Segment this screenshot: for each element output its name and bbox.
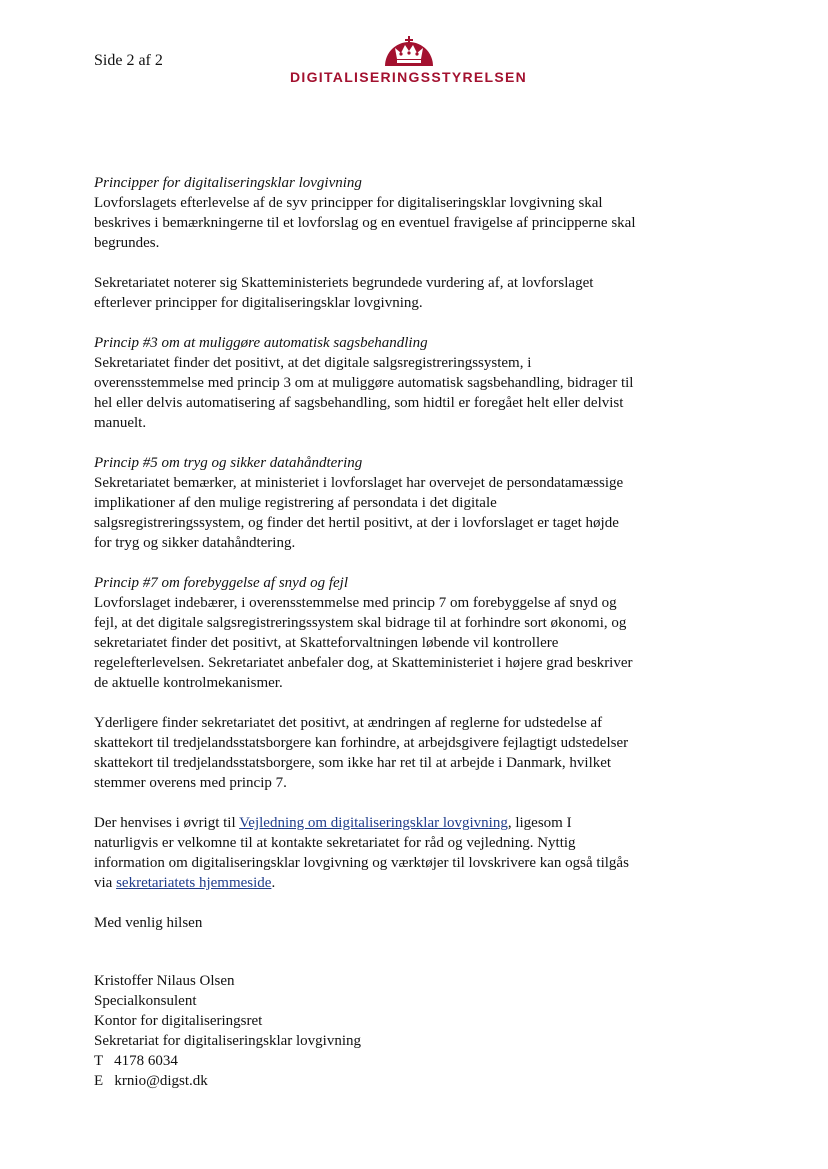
signer-title: Specialkonsulent [94,993,197,1009]
section-principle-3 [94,333,639,433]
closing-greeting: Med venlig hilsen [94,915,203,931]
section-heading: Principper for digitaliseringsklar lovgivning [94,175,362,191]
page-number: Side 2 af 2 [94,52,163,69]
section-tax-cards [94,713,639,793]
signer-phone: T 4178 6034 [94,1053,178,1069]
letter-body [94,173,639,1091]
signer-name: Kristoffer Nilaus Olsen [94,973,235,989]
section-text: Lovforslaget indebærer, i overensstemmelse med princip 7 om forebyggelse af snyd og fejl, at det digitale salgsregistreringssystem skal bidrage til at forhindre sort økonomi, og sekretariatet finder det positivt, at Skatteforvaltningen løbende vil kontrollere regelefterlevelsen. Sekretariatet anbefaler dog, at Skatteministeriet i højere grad beskriver de aktuelle kontrolmekanismer. [94,595,633,691]
section-text: Sekretariatet bemærker, at ministeriet i lovforslaget har overvejet de persondatamæssige implikationer af den mulige registrering af persondata i det digitale salgsregistreringssystem, og finder det hertil positivt, at der i lovforslaget er taget højde for tryg og sikker datahåndtering. [94,475,624,551]
agency-logo [290,32,526,92]
signer-unit: Sekretariat for digitaliseringsklar lovgivning [94,1033,362,1049]
guide-link[interactable]: Vejledning om digitaliseringsklar lovgivning [239,815,508,831]
signature-block [94,971,639,1091]
section-principle-5 [94,453,639,553]
section-heading: Princip #7 om forebyggelse af snyd og fejl [94,575,348,591]
referral-text-end: . [271,875,276,891]
website-link[interactable]: sekretariatets hjemmeside [116,875,272,891]
agency-name: DIGITALISERINGSSTYRELSEN [290,69,528,85]
section-principles [94,173,639,253]
signer-office: Kontor for digitaliseringsret [94,1013,263,1029]
crown-seal-icon [381,32,437,66]
section-text: Sekretariatet noterer sig Skatteministeriets begrundede vurdering af, at lovforslaget efterlever principper for digitaliseringsklar lovgivning. [94,275,594,311]
referral-text-start: Der henvises i øvrigt til [94,815,240,831]
section-text: Lovforslagets efterlevelse af de syv principper for digitaliseringsklar lovgivning skal beskrives i bemærkningerne til et lovforslag og en eventuel fravigelse af principperne skal begrundes. [94,195,636,251]
section-heading: Princip #3 om at muliggøre automatisk sagsbehandling [94,335,428,351]
referral-paragraph [94,813,639,893]
referral-text-middle: , ligesom I naturligvis er velkomne til at kontakte sekretariatet for råd og vejledning. Nyttig information om digitaliseringsklar lovgivning og værktøjer til lovskrivere kan også tilgås via [94,815,629,891]
section-text: Yderligere finder sekretariatet det positivt, at ændringen af reglerne for udstedelse af skattekort til tredjelandsstatsborgere kan forhindre, at arbejdsgivere fejlagtigt udstedelser skattekort til tredjelandsstatsborgere, som ikke har ret til at arbejde i Danmark, hvilket stemmer overens med princip 7. [94,715,629,791]
section-principle-7 [94,573,639,693]
section-text: Sekretariatet finder det positivt, at det digitale salgsregistreringssystem, i overensstemmelse med princip 3 om at muliggøre automatisk sagsbehandling, bidrager til hel eller delvis automatisering af sagsbehandling, som hidtil er foregået helt eller delvist manuelt. [94,355,634,431]
signer-email: E krnio@digst.dk [94,1073,208,1089]
section-heading: Princip #5 om tryg og sikker datahåndtering [94,455,363,471]
section-assessment [94,273,639,313]
